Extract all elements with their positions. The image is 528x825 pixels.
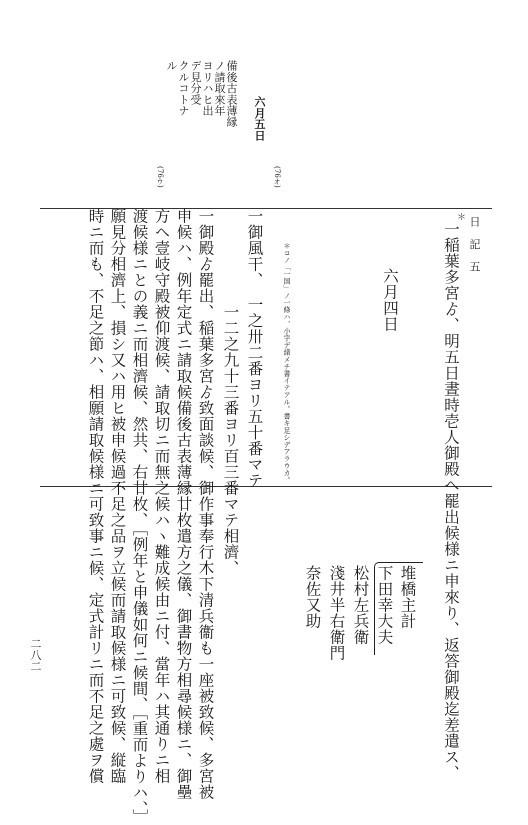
official-name: 堆橋主計 <box>398 565 417 629</box>
page-ref-left: (76ウ) <box>156 166 164 188</box>
text-line: 時ニ而も、不足之節ハ、相願請取候様ニ可致事ニ候、定式計リニ而不足之處ヲ償 <box>86 208 105 784</box>
headnote-line: デ見分受 <box>189 60 202 105</box>
headnote-line: ノ請取來年 <box>213 60 226 116</box>
entry-date: 六月四日 <box>381 268 399 332</box>
headnote-line: ヨリハヒ出 <box>201 60 214 116</box>
official-name: 松村左兵衛 <box>351 565 370 645</box>
headnote-line: クルコトナ <box>177 60 190 116</box>
page-ref-right: (76オ) <box>273 166 281 188</box>
text-line-1: 一稲葉多宮ゟ、明五日晝時壱人御殿へ罷出候様ニ申來り、返答御殿迄差遣ス、 <box>442 221 460 781</box>
footnote: ＊コノ「一国」ノ一條ハ、小字デ諸メチ書イテアル。書キ足シデアラウカ。 <box>283 242 291 484</box>
text-line: 申候ハ、例年定式ニ請取候備後古表薄縁廿枚遣方之儀、御書物方相尋候様ニ、御壘 <box>174 208 193 800</box>
lower-rule <box>40 486 492 487</box>
upper-rule <box>40 208 492 209</box>
headnote-line: ル <box>165 60 178 72</box>
running-header: 日 記 五 <box>468 216 481 272</box>
headnote-date: 六月五日 <box>253 96 266 141</box>
text-line: 渡候様ニとの義ニ而相濟候、然共、右廿枚、［例年と申儀如何ニ候間、［重而よりハ、］ <box>130 208 149 825</box>
page-number: 二八二 <box>29 638 42 672</box>
text-line: 一御風干、 一之卅二番ヨリ五十番マテ <box>245 208 264 489</box>
official-name: 淺井半右衛門 <box>327 565 346 661</box>
text-line: 願見分相濟上、損シ又ハ用ヒ被申候過不足之品ヲ立候而請取候様ニ可致候、縦臨 <box>108 208 127 784</box>
text-line: 一二之九十三番ヨリ百三番マテ相濟、 <box>221 208 240 576</box>
official-name: 奈佐又助 <box>303 565 322 629</box>
headnote-line: 備後古表薄縁 <box>225 60 238 128</box>
text-line: 方ヘ壹岐守殿被仰渡候、請取切ニ而無之候ハヽ難成候由ニ付、當年ハ其通りニ相 <box>152 208 171 784</box>
official-name: 下田幸大夫 <box>375 565 394 645</box>
asterisk-marker: ＊ <box>456 213 466 223</box>
text-line: 一御殿ゟ罷出、稲葉多宮ゟ致面談候、御作事奉行木下清兵衞も一座被致候、多宮被 <box>196 208 215 800</box>
